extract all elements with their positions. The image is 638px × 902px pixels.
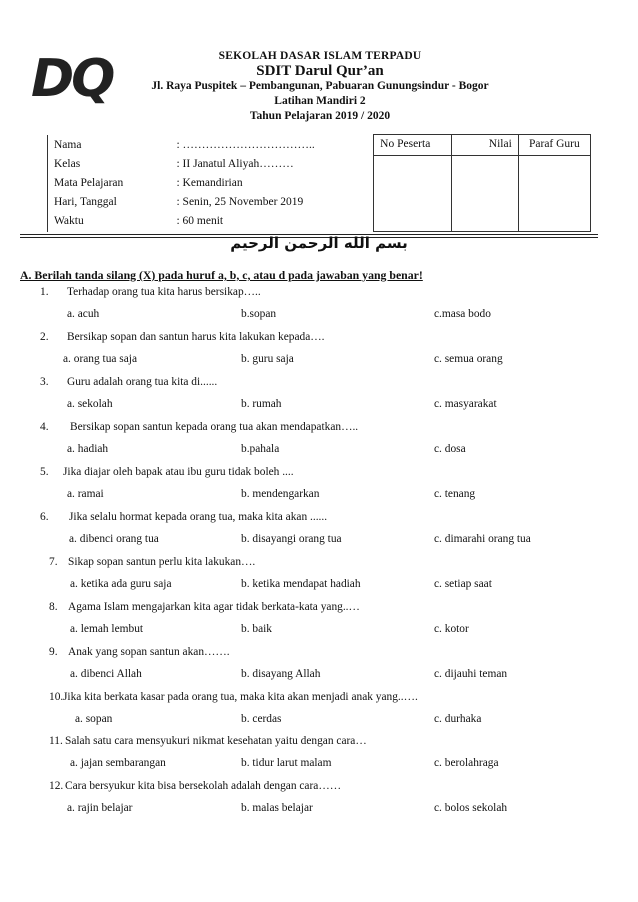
option-a[interactable]: a. acuh (67, 308, 100, 320)
bismillah: بسم الله الرحمن الرحيم (230, 234, 408, 252)
option-c[interactable]: c. tenang (434, 488, 476, 500)
question-text: Sikap sopan santun perlu kita lakukan…. (68, 556, 256, 568)
option-a[interactable]: a. jajan sembarangan (70, 757, 166, 769)
option-c[interactable]: c. kotor (434, 623, 469, 635)
question-number: 1. (40, 286, 49, 298)
option-c[interactable]: c. setiap saat (434, 578, 492, 590)
option-b[interactable]: b. mendengarkan (241, 488, 320, 500)
value-kelas: : II Janatul Aliyah……… (176, 157, 294, 170)
question-number: 5. (40, 466, 49, 478)
label-tanggal: Hari, Tanggal (54, 196, 117, 209)
option-c[interactable]: c. dosa (434, 443, 466, 455)
option-b[interactable]: b. disayang Allah (241, 668, 321, 680)
question-text: Terhadap orang tua kita harus bersikap….. (67, 286, 261, 298)
question-text: Anak yang sopan santun akan……. (68, 646, 230, 658)
question-text: Jika selalu hormat kepada orang tua, maka kita akan ...... (69, 511, 328, 523)
question-number: 4. (40, 421, 49, 433)
option-c[interactable]: c. dimarahi orang tua (434, 533, 531, 545)
question-text: Agama Islam mengajarkan kita agar tidak berkata-kata yang..… (68, 601, 360, 613)
question-text: Jika kita berkata kasar pada orang tua, maka kita akan menjadi anak yang..…. (63, 691, 418, 703)
option-b[interactable]: b.sopan (241, 308, 277, 320)
question-number: 6. (40, 511, 49, 523)
option-a[interactable]: a. ketika ada guru saja (70, 578, 172, 590)
option-c[interactable]: c. semua orang (434, 353, 503, 365)
question-text: Jika diajar oleh bapak atau ibu guru tidak boleh .... (63, 466, 294, 478)
value-mapel: : Kemandirian (176, 176, 243, 189)
option-c[interactable]: c. durhaka (434, 713, 482, 725)
nilai-header: Nilai (452, 135, 518, 156)
label-waktu: Waktu (54, 215, 84, 228)
option-b[interactable]: b. tidur larut malam (241, 757, 332, 769)
question-number: 11. (49, 735, 63, 747)
section-a-instruction: A. Berilah tanda silang (X) pada huruf a, b, c, atau d pada jawaban yang benar! (20, 268, 423, 282)
paraf-box[interactable] (518, 156, 590, 232)
option-a[interactable]: a. dibenci orang tua (69, 533, 159, 545)
question-number: 2. (40, 331, 49, 343)
info-values (170, 135, 373, 232)
question-number: 8. (49, 601, 58, 613)
option-a[interactable]: a. sekolah (67, 398, 113, 410)
label-kelas: Kelas (54, 157, 81, 170)
school-type: SEKOLAH DASAR ISLAM TERPADU (218, 50, 422, 62)
value-waktu: : 60 menit (176, 215, 224, 228)
option-b[interactable]: b. cerdas (241, 713, 282, 725)
option-b[interactable]: b. baik (241, 623, 273, 635)
question-number: 10. (49, 691, 64, 703)
option-b[interactable]: b.pahala (241, 443, 280, 455)
no-peserta-box[interactable] (374, 156, 452, 232)
question-number: 9. (49, 646, 58, 658)
question-number: 7. (49, 556, 58, 568)
option-c[interactable]: c.masa bodo (434, 308, 491, 320)
question-text: Cara bersyukur kita bisa bersekolah adalah dengan cara…… (65, 780, 342, 792)
student-info-table (47, 134, 591, 232)
school-address: Jl. Raya Puspitek – Pembangunan, Pabuaran Gunungsindur - Bogor (151, 80, 489, 92)
school-name: SDIT Darul Qur’an (256, 63, 384, 79)
option-c[interactable]: c. dijauhi teman (434, 668, 508, 680)
option-c[interactable]: c. berolahraga (434, 757, 499, 769)
option-a[interactable]: a. sopan (75, 713, 113, 725)
option-b[interactable]: b. rumah (241, 398, 282, 410)
question-text: Salah satu cara mensyukuri nikmat kesehatan yaitu dengan cara… (65, 735, 367, 747)
school-logo: DQ (31, 49, 113, 109)
no-peserta-header: No Peserta (374, 135, 452, 156)
value-nama: : …………………………….. (176, 138, 315, 151)
paraf-header: Paraf Guru (518, 135, 590, 156)
academic-year: Tahun Pelajaran 2019 / 2020 (249, 110, 391, 122)
option-b[interactable]: b. malas belajar (241, 802, 313, 814)
exam-title: Latihan Mandiri 2 (274, 95, 366, 107)
question-number: 3. (40, 376, 49, 388)
option-a[interactable]: a. dibenci Allah (70, 668, 142, 680)
nilai-box[interactable] (452, 156, 518, 232)
question-text: Guru adalah orang tua kita di...... (67, 376, 218, 388)
option-a[interactable]: a. lemah lembut (70, 623, 144, 635)
option-c[interactable]: c. bolos sekolah (434, 802, 508, 814)
option-a[interactable]: a. hadiah (67, 443, 109, 455)
label-mapel: Mata Pelajaran (54, 176, 124, 189)
option-a[interactable]: a. ramai (67, 488, 104, 500)
question-text: Bersikap sopan santun kepada orang tua akan mendapatkan….. (70, 421, 359, 433)
option-b[interactable]: b. guru saja (241, 353, 294, 365)
question-text: Bersikap sopan dan santun harus kita lakukan kepada…. (67, 331, 325, 343)
info-labels (48, 135, 171, 232)
option-b[interactable]: b. ketika mendapat hadiah (241, 578, 361, 590)
option-b[interactable]: b. disayangi orang tua (241, 533, 342, 545)
question-number: 12. (49, 780, 64, 792)
option-a[interactable]: a. orang tua saja (63, 353, 138, 365)
value-tanggal: : Senin, 25 November 2019 (176, 196, 304, 209)
option-c[interactable]: c. masyarakat (434, 398, 497, 410)
label-nama: Nama (54, 138, 82, 151)
option-a[interactable]: a. rajin belajar (67, 802, 133, 814)
